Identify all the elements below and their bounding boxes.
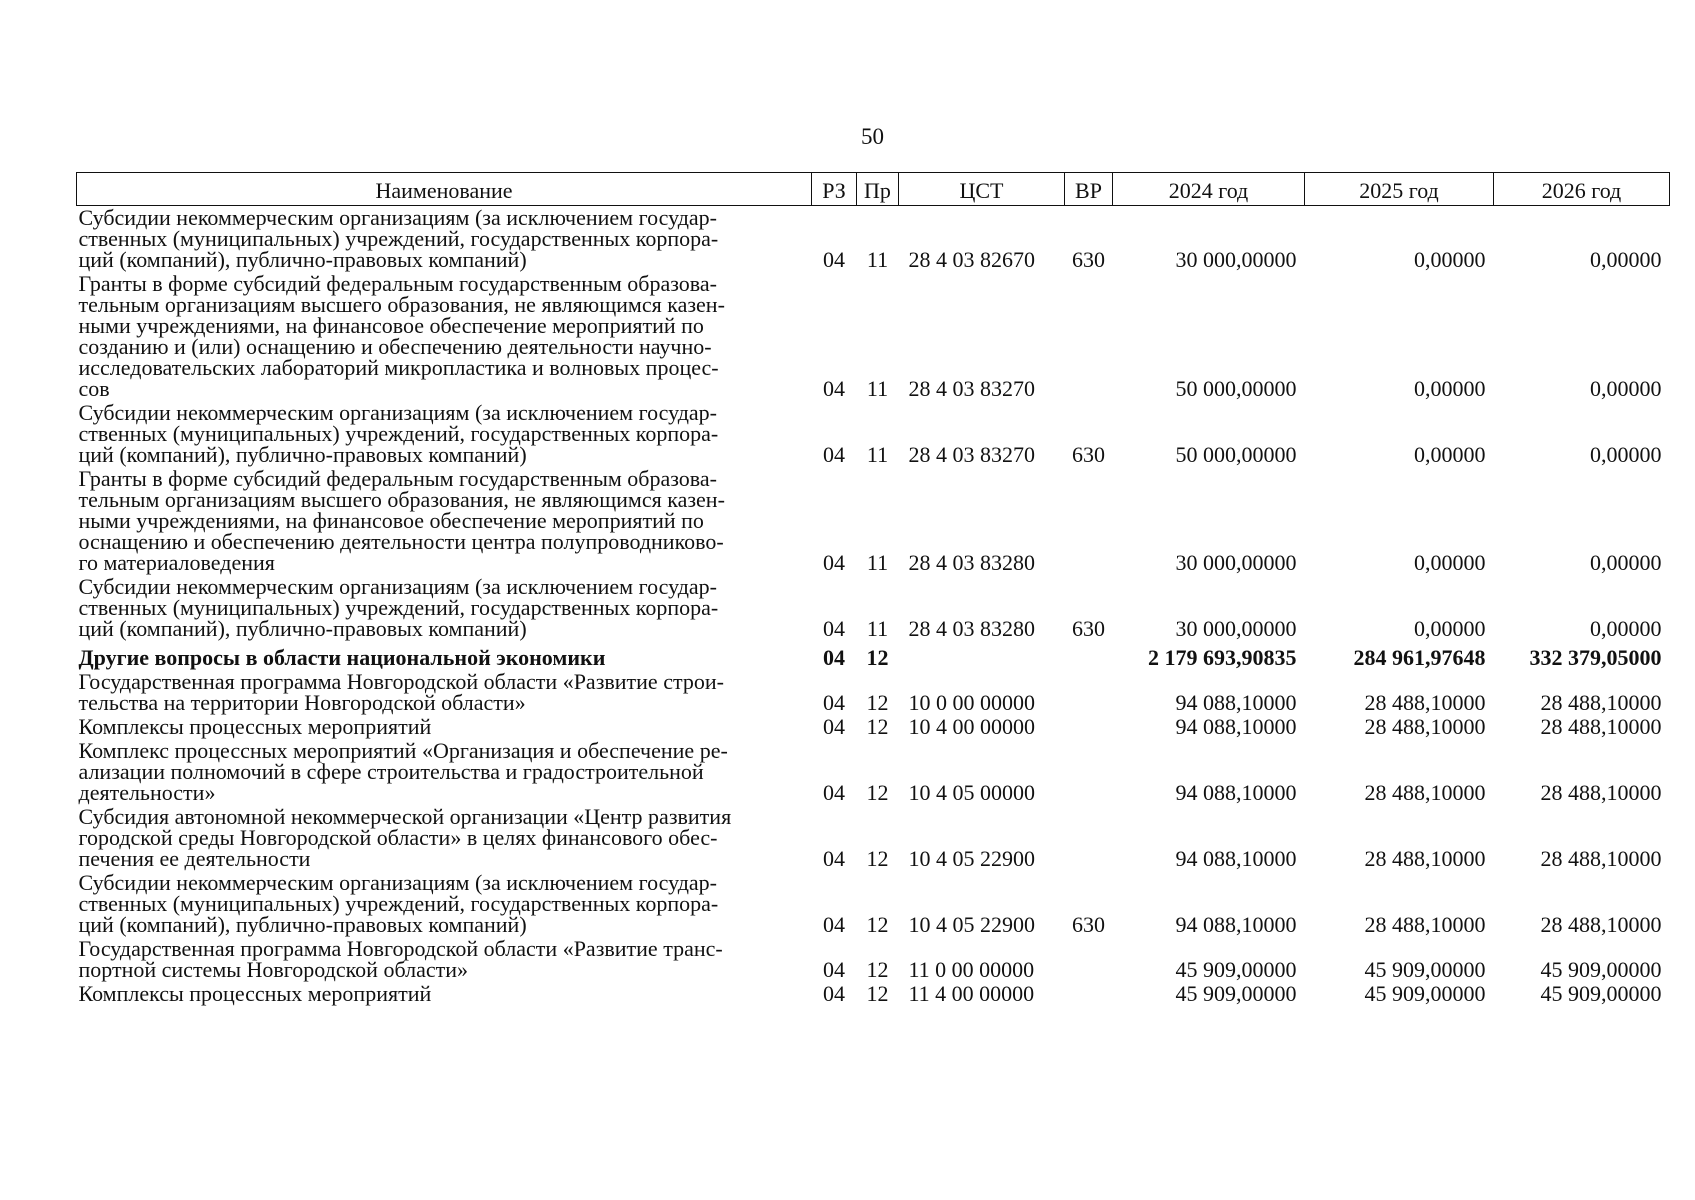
table-row: [77, 641, 1670, 670]
row-amount-2025: 0,00000: [1414, 442, 1486, 467]
row-amount-2024: 30 000,00000: [1175, 247, 1297, 272]
row-cst: 28 4 03 83280: [908, 616, 1035, 641]
row-amount-2025: 28 488,10000: [1364, 846, 1486, 871]
row-rz: 04: [823, 912, 845, 937]
row-vr: 630: [1072, 912, 1105, 937]
row-vr: [1065, 467, 1113, 575]
row-amount-2024: 2 179 693,90835: [1148, 645, 1297, 670]
row-rz: 04: [823, 247, 845, 272]
row-pr: 11: [866, 550, 889, 575]
row-cst: 11 0 00 00000: [908, 957, 1035, 982]
table-row: [77, 575, 1670, 641]
table-header: [77, 173, 1670, 206]
row-pr: 11: [866, 616, 889, 641]
row-pr: 12: [866, 714, 889, 739]
table-body: [77, 206, 1670, 1007]
row-pr: 12: [866, 645, 889, 670]
row-amount-2024: 30 000,00000: [1175, 550, 1297, 575]
row-amount-2026: 0,00000: [1590, 247, 1662, 272]
row-name: Государственная программа Новгородской области «Развитие транс- портной системы Новгородской области»: [78, 936, 723, 982]
row-pr: 12: [866, 912, 889, 937]
row-amount-2024: 30 000,00000: [1175, 616, 1297, 641]
row-amount-2026: 0,00000: [1590, 376, 1662, 401]
row-vr: 630: [1072, 442, 1105, 467]
table-row: [77, 871, 1670, 937]
table-row: [77, 206, 1670, 273]
row-rz: 04: [823, 714, 845, 739]
row-vr: 630: [1072, 247, 1105, 272]
row-name: Гранты в форме субсидий федеральным государственным образова- тельным организациям высшего образования, не являющимся казен- ными учреждениями, на финансовое обеспечение мероприятий по оснащению и обеспечению деятельности центра полупроводниково- го материаловедения: [78, 466, 725, 575]
row-amount-2026: 332 379,05000: [1529, 645, 1662, 670]
row-rz: 04: [823, 780, 845, 805]
row-amount-2026: 0,00000: [1590, 442, 1662, 467]
row-amount-2026: 28 488,10000: [1540, 846, 1662, 871]
row-amount-2025: 28 488,10000: [1364, 912, 1486, 937]
table-row: [77, 937, 1670, 982]
table-row: [77, 401, 1670, 467]
row-amount-2025: 284 961,97648: [1353, 645, 1486, 670]
row-name: Субсидии некоммерческим организациям (за исключением государ- ственных (муниципальных) учреждений, государственных корпора- ций (компаний), публично-правовых компаний): [78, 400, 719, 467]
row-pr: 12: [866, 846, 889, 871]
row-cst: 28 4 03 83270: [908, 442, 1035, 467]
row-name: Субсидия автономной некоммерческой организации «Центр развития городской среды Новгородской области» в целях финансового обес- печения ее деятельности: [78, 804, 732, 871]
row-amount-2026: 28 488,10000: [1540, 780, 1662, 805]
row-name: Гранты в форме субсидий федеральным государственным образова- тельным организациям высшего образования, не являющимся казен- ными учреждениями, на финансовое обеспечение мероприятий по созданию и (или) оснащению и обеспечению деятельности научно- исследовательских лабораторий микропластика и волновых процес- сов: [78, 271, 725, 401]
row-name: Комплексы процессных мероприятий: [78, 714, 432, 739]
row-vr: [1065, 715, 1113, 739]
table-row: [77, 272, 1670, 401]
row-vr: [1065, 982, 1113, 1006]
header-cst: ЦСТ: [899, 173, 1065, 206]
row-vr: [1065, 272, 1113, 401]
row-amount-2024: 50 000,00000: [1175, 376, 1297, 401]
row-cst: 10 4 05 00000: [908, 780, 1035, 805]
row-cst: 10 4 05 22900: [908, 912, 1035, 937]
row-vr: [1065, 641, 1113, 670]
row-pr: 11: [866, 376, 889, 401]
row-rz: 04: [823, 550, 845, 575]
header-rz: РЗ: [812, 173, 857, 206]
row-amount-2024: 45 909,00000: [1175, 981, 1297, 1006]
row-name: Субсидии некоммерческим организациям (за исключением государ- ственных (муниципальных) учреждений, государственных корпора- ций (компаний), публично-правовых компаний): [78, 205, 719, 272]
row-rz: 04: [823, 442, 845, 467]
row-vr: [1065, 739, 1113, 805]
row-amount-2025: 28 488,10000: [1364, 780, 1486, 805]
row-cst: [899, 641, 1065, 670]
header-pr: Пр: [857, 173, 899, 206]
row-amount-2024: 94 088,10000: [1175, 714, 1297, 739]
row-name: Государственная программа Новгородской области «Развитие строи- тельства на территории Новгородской области»: [78, 669, 724, 715]
row-vr: [1065, 805, 1113, 871]
row-cst: 11 4 00 00000: [908, 981, 1035, 1006]
row-amount-2025: 0,00000: [1414, 247, 1486, 272]
table-row: [77, 467, 1670, 575]
row-name: Комплекс процессных мероприятий «Организация и обеспечение ре- ализации полномочий в сфере строительства и градостроительной деятельности»: [78, 738, 728, 805]
row-amount-2024: 94 088,10000: [1175, 780, 1297, 805]
row-cst: 10 4 05 22900: [908, 846, 1035, 871]
header-2025: 2025 год: [1305, 173, 1494, 206]
budget-table: [76, 172, 1670, 1006]
table-row: [77, 805, 1670, 871]
row-amount-2024: 94 088,10000: [1175, 846, 1297, 871]
row-amount-2024: 94 088,10000: [1175, 690, 1297, 715]
row-pr: 12: [866, 780, 889, 805]
row-amount-2024: 45 909,00000: [1175, 957, 1297, 982]
row-amount-2025: 0,00000: [1414, 550, 1486, 575]
table-row: [77, 715, 1670, 739]
row-rz: 04: [823, 616, 845, 641]
row-rz: 04: [823, 376, 845, 401]
row-amount-2026: 28 488,10000: [1540, 714, 1662, 739]
row-cst: 28 4 03 83280: [908, 550, 1035, 575]
row-rz: 04: [823, 846, 845, 871]
row-cst: 10 0 00 00000: [908, 690, 1035, 715]
row-name: Комплексы процессных мероприятий: [78, 981, 432, 1006]
row-amount-2025: 45 909,00000: [1364, 981, 1486, 1006]
row-name: Субсидии некоммерческим организациям (за исключением государ- ственных (муниципальных) учреждений, государственных корпора- ций (компаний), публично-правовых компаний): [78, 870, 719, 937]
row-cst: 28 4 03 82670: [908, 247, 1035, 272]
row-vr: [1065, 670, 1113, 715]
row-rz: 04: [823, 957, 845, 982]
row-amount-2025: 45 909,00000: [1364, 957, 1486, 982]
row-rz: 04: [823, 645, 845, 670]
row-cst: 28 4 03 83270: [908, 376, 1035, 401]
row-amount-2026: 0,00000: [1590, 616, 1662, 641]
page-number: 50: [861, 124, 884, 149]
row-rz: 04: [823, 690, 845, 715]
row-amount-2025: 28 488,10000: [1364, 714, 1486, 739]
row-pr: 12: [866, 981, 889, 1006]
row-vr: 630: [1072, 616, 1105, 641]
row-amount-2026: 45 909,00000: [1540, 957, 1662, 982]
row-name: Субсидии некоммерческим организациям (за исключением государ- ственных (муниципальных) учреждений, государственных корпора- ций (компаний), публично-правовых компаний): [78, 574, 719, 641]
row-rz: 04: [823, 981, 845, 1006]
row-amount-2025: 0,00000: [1414, 376, 1486, 401]
row-amount-2025: 28 488,10000: [1364, 690, 1486, 715]
row-amount-2024: 94 088,10000: [1175, 912, 1297, 937]
header-2024: 2024 год: [1113, 173, 1305, 206]
row-cst: 10 4 00 00000: [908, 714, 1035, 739]
header-row: [77, 173, 1670, 206]
table-row: [77, 739, 1670, 805]
header-vr: ВР: [1065, 173, 1113, 206]
table-row: [77, 670, 1670, 715]
row-vr: [1065, 937, 1113, 982]
row-amount-2026: 0,00000: [1590, 550, 1662, 575]
row-amount-2026: 45 909,00000: [1540, 981, 1662, 1006]
row-pr: 12: [866, 957, 889, 982]
row-amount-2024: 50 000,00000: [1175, 442, 1297, 467]
header-2026: 2026 год: [1494, 173, 1670, 206]
row-pr: 12: [866, 690, 889, 715]
header-name: Наименование: [77, 173, 812, 206]
row-amount-2026: 28 488,10000: [1540, 690, 1662, 715]
row-amount-2026: 28 488,10000: [1540, 912, 1662, 937]
row-pr: 11: [866, 442, 889, 467]
row-amount-2025: 0,00000: [1414, 616, 1486, 641]
row-name: Другие вопросы в области национальной экономики: [78, 645, 606, 670]
table-row: [77, 982, 1670, 1006]
row-pr: 11: [866, 247, 889, 272]
